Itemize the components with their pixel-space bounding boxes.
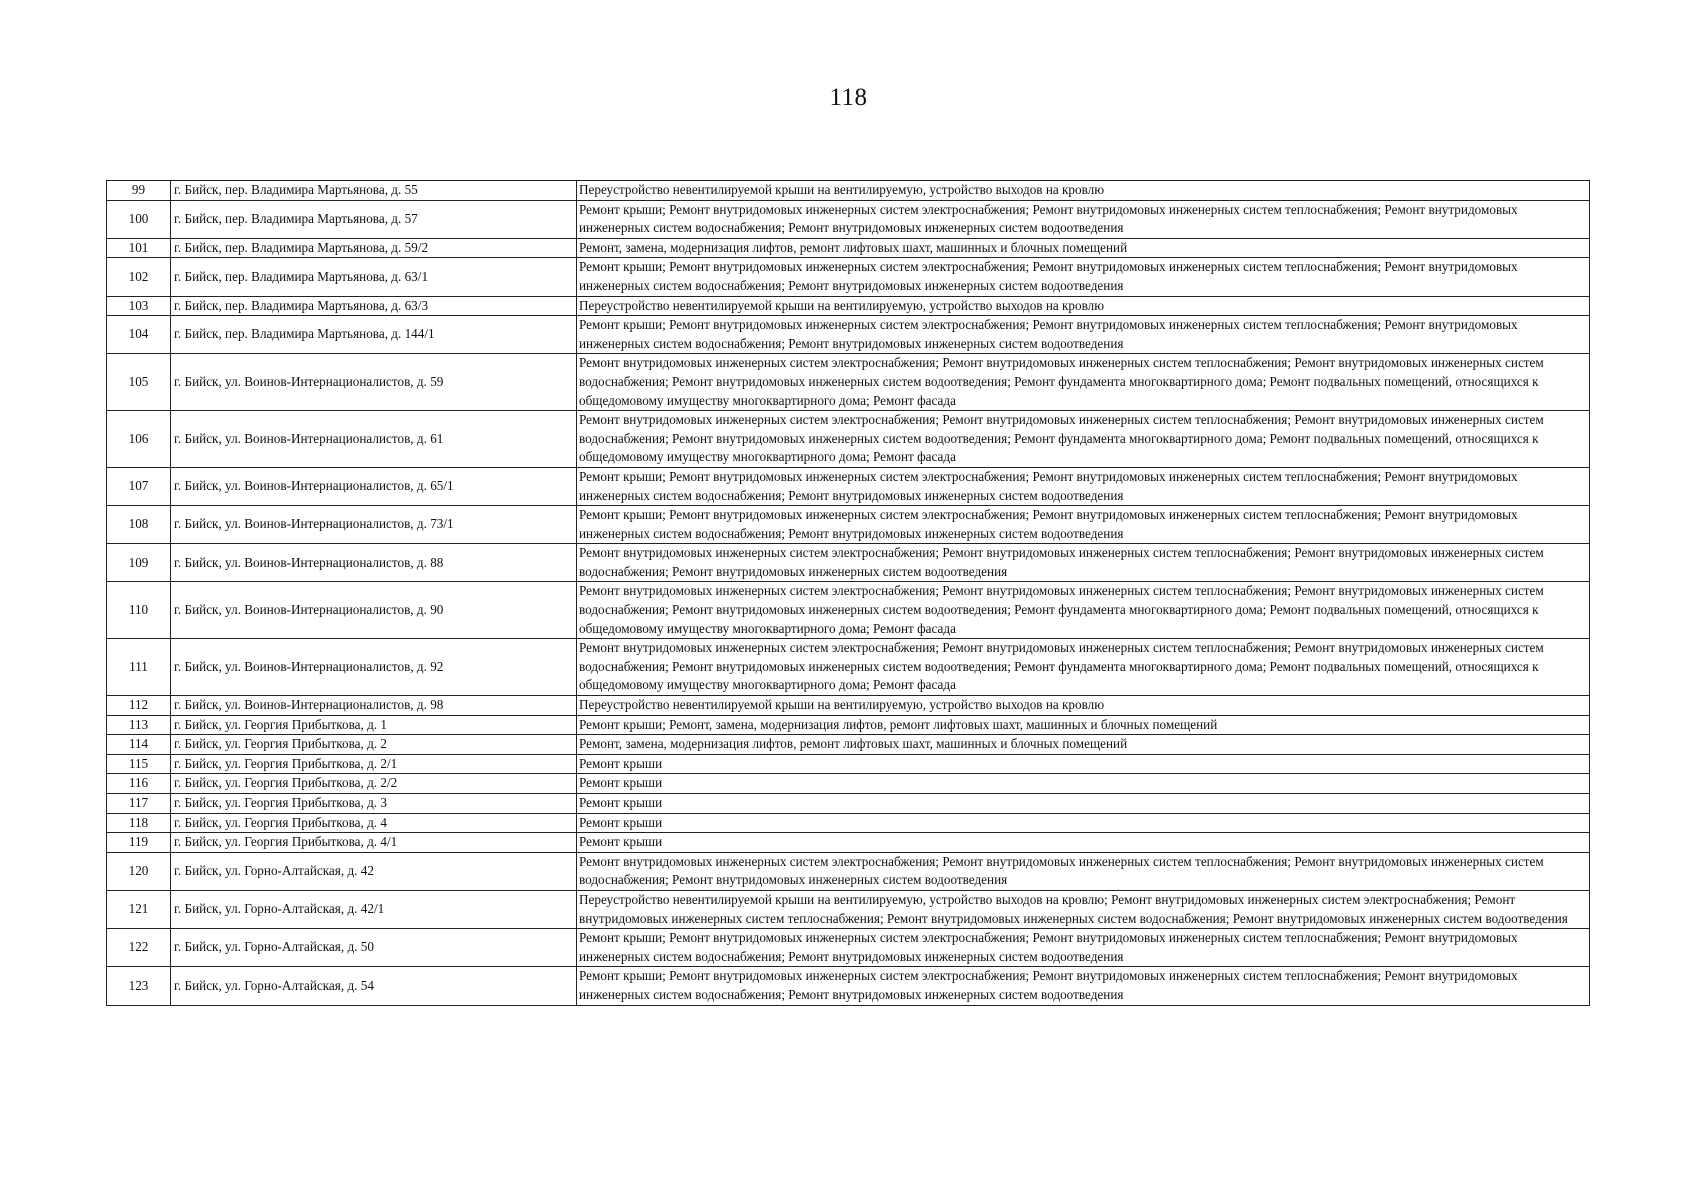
- row-address: г. Бийск, пер. Владимира Мартьянова, д. 63/1: [171, 258, 577, 296]
- table-row: [107, 582, 1590, 639]
- row-number: 116: [107, 774, 171, 794]
- row-work-types: Ремонт крыши: [577, 813, 1590, 833]
- row-number: 109: [107, 544, 171, 582]
- row-number: 114: [107, 735, 171, 755]
- row-number: 106: [107, 411, 171, 468]
- row-number: 118: [107, 813, 171, 833]
- row-address: г. Бийск, ул. Георгия Прибыткова, д. 3: [171, 794, 577, 814]
- row-address: г. Бийск, ул. Воинов-Интернационалистов, д. 98: [171, 696, 577, 716]
- row-address: г. Бийск, ул. Воинов-Интернационалистов, д. 92: [171, 639, 577, 696]
- table-row: [107, 181, 1590, 201]
- row-number: 105: [107, 354, 171, 411]
- row-address: г. Бийск, пер. Владимира Мартьянова, д. 144/1: [171, 316, 577, 354]
- row-address: г. Бийск, ул. Георгия Прибыткова, д. 2/2: [171, 774, 577, 794]
- table-row: [107, 735, 1590, 755]
- row-address: г. Бийск, ул. Георгия Прибыткова, д. 4/1: [171, 833, 577, 853]
- row-address: г. Бийск, ул. Горно-Алтайская, д. 42/1: [171, 890, 577, 928]
- row-address: г. Бийск, пер. Владимира Мартьянова, д. 57: [171, 200, 577, 238]
- row-work-types: Ремонт, замена, модернизация лифтов, ремонт лифтовых шахт, машинных и блочных помещений: [577, 735, 1590, 755]
- table-row: [107, 544, 1590, 582]
- table-row: [107, 794, 1590, 814]
- row-number: 122: [107, 929, 171, 967]
- row-number: 101: [107, 238, 171, 258]
- row-work-types: Ремонт крыши; Ремонт внутридомовых инженерных систем электроснабжения; Ремонт внутридомовых инженерных систем теплоснабжения; Ремонт внутридомовых инженерных систем водоснабжения; Ремонт внутридомовых инженерных систем водоотведения: [577, 467, 1590, 505]
- row-number: 113: [107, 715, 171, 735]
- row-number: 103: [107, 296, 171, 316]
- row-work-types: Ремонт крыши: [577, 794, 1590, 814]
- row-address: г. Бийск, ул. Горно-Алтайская, д. 42: [171, 852, 577, 890]
- table-row: [107, 200, 1590, 238]
- row-address: г. Бийск, ул. Горно-Алтайская, д. 50: [171, 929, 577, 967]
- row-work-types: Ремонт крыши; Ремонт внутридомовых инженерных систем электроснабжения; Ремонт внутридомовых инженерных систем теплоснабжения; Ремонт внутридомовых инженерных систем водоснабжения; Ремонт внутридомовых инженерных систем водоотведения: [577, 506, 1590, 544]
- table-row: [107, 296, 1590, 316]
- row-work-types: Ремонт внутридомовых инженерных систем электроснабжения; Ремонт внутридомовых инженерных систем теплоснабжения; Ремонт внутридомовых инженерных систем водоснабжения; Ремонт внутридомовых инженерных систем водоотведения; Ремонт фундамента многоквартирного дома; Ремонт подвальных помещений, относящихся к общедомовому имуществу многоквартирного дома; Ремонт фасада: [577, 411, 1590, 468]
- row-number: 111: [107, 639, 171, 696]
- row-work-types: Ремонт, замена, модернизация лифтов, ремонт лифтовых шахт, машинных и блочных помещений: [577, 238, 1590, 258]
- row-work-types: Переустройство невентилируемой крыши на вентилируемую, устройство выходов на кровлю; Ремонт внутридомовых инженерных систем электроснабжения; Ремонт внутридомовых инженерных систем теплоснабжения; Ремонт внутридомовых инженерных систем водоснабжения; Ремонт внутридомовых инженерных систем водоотведения: [577, 890, 1590, 928]
- row-address: г. Бийск, ул. Георгия Прибыткова, д. 1: [171, 715, 577, 735]
- table-row: [107, 929, 1590, 967]
- row-address: г. Бийск, ул. Воинов-Интернационалистов, д. 61: [171, 411, 577, 468]
- row-address: г. Бийск, ул. Воинов-Интернационалистов, д. 65/1: [171, 467, 577, 505]
- row-address: г. Бийск, пер. Владимира Мартьянова, д. 59/2: [171, 238, 577, 258]
- row-number: 102: [107, 258, 171, 296]
- row-number: 119: [107, 833, 171, 853]
- row-number: 99: [107, 181, 171, 201]
- row-work-types: Ремонт внутридомовых инженерных систем электроснабжения; Ремонт внутридомовых инженерных систем теплоснабжения; Ремонт внутридомовых инженерных систем водоснабжения; Ремонт внутридомовых инженерных систем водоотведения: [577, 544, 1590, 582]
- table-row: [107, 967, 1590, 1005]
- table-row: [107, 890, 1590, 928]
- repair-table: [106, 180, 1590, 1006]
- row-address: г. Бийск, ул. Воинов-Интернационалистов, д. 59: [171, 354, 577, 411]
- row-work-types: Ремонт крыши: [577, 754, 1590, 774]
- row-address: г. Бийск, ул. Воинов-Интернационалистов, д. 88: [171, 544, 577, 582]
- row-number: 117: [107, 794, 171, 814]
- row-address: г. Бийск, ул. Георгия Прибыткова, д. 2/1: [171, 754, 577, 774]
- row-work-types: Ремонт внутридомовых инженерных систем электроснабжения; Ремонт внутридомовых инженерных систем теплоснабжения; Ремонт внутридомовых инженерных систем водоснабжения; Ремонт внутридомовых инженерных систем водоотведения; Ремонт фундамента многоквартирного дома; Ремонт подвальных помещений, относящихся к общедомовому имуществу многоквартирного дома; Ремонт фасада: [577, 354, 1590, 411]
- row-work-types: Ремонт внутридомовых инженерных систем электроснабжения; Ремонт внутридомовых инженерных систем теплоснабжения; Ремонт внутридомовых инженерных систем водоснабжения; Ремонт внутридомовых инженерных систем водоотведения: [577, 852, 1590, 890]
- table-row: [107, 852, 1590, 890]
- row-work-types: Ремонт крыши; Ремонт, замена, модернизация лифтов, ремонт лифтовых шахт, машинных и блочных помещений: [577, 715, 1590, 735]
- row-number: 104: [107, 316, 171, 354]
- table-row: [107, 467, 1590, 505]
- table-row: [107, 715, 1590, 735]
- row-number: 120: [107, 852, 171, 890]
- table-row: [107, 696, 1590, 716]
- row-number: 112: [107, 696, 171, 716]
- table-row: [107, 639, 1590, 696]
- row-work-types: Ремонт крыши: [577, 833, 1590, 853]
- row-address: г. Бийск, ул. Горно-Алтайская, д. 54: [171, 967, 577, 1005]
- row-address: г. Бийск, пер. Владимира Мартьянова, д. 63/3: [171, 296, 577, 316]
- row-number: 115: [107, 754, 171, 774]
- row-work-types: Переустройство невентилируемой крыши на вентилируемую, устройство выходов на кровлю: [577, 696, 1590, 716]
- row-work-types: Переустройство невентилируемой крыши на вентилируемую, устройство выходов на кровлю: [577, 296, 1590, 316]
- row-work-types: Ремонт крыши; Ремонт внутридомовых инженерных систем электроснабжения; Ремонт внутридомовых инженерных систем теплоснабжения; Ремонт внутридомовых инженерных систем водоснабжения; Ремонт внутридомовых инженерных систем водоотведения: [577, 929, 1590, 967]
- table-row: [107, 813, 1590, 833]
- row-number: 108: [107, 506, 171, 544]
- row-number: 121: [107, 890, 171, 928]
- row-address: г. Бийск, ул. Георгия Прибыткова, д. 4: [171, 813, 577, 833]
- row-address: г. Бийск, ул. Воинов-Интернационалистов, д. 73/1: [171, 506, 577, 544]
- row-number: 100: [107, 200, 171, 238]
- table-row: [107, 833, 1590, 853]
- row-number: 107: [107, 467, 171, 505]
- table-row: [107, 754, 1590, 774]
- row-address: г. Бийск, пер. Владимира Мартьянова, д. 55: [171, 181, 577, 201]
- row-work-types: Переустройство невентилируемой крыши на вентилируемую, устройство выходов на кровлю: [577, 181, 1590, 201]
- table-row: [107, 316, 1590, 354]
- row-number: 123: [107, 967, 171, 1005]
- table-row: [107, 354, 1590, 411]
- table-row: [107, 258, 1590, 296]
- row-work-types: Ремонт внутридомовых инженерных систем электроснабжения; Ремонт внутридомовых инженерных систем теплоснабжения; Ремонт внутридомовых инженерных систем водоснабжения; Ремонт внутридомовых инженерных систем водоотведения; Ремонт фундамента многоквартирного дома; Ремонт подвальных помещений, относящихся к общедомовому имуществу многоквартирного дома; Ремонт фасада: [577, 639, 1590, 696]
- row-address: г. Бийск, ул. Воинов-Интернационалистов, д. 90: [171, 582, 577, 639]
- row-work-types: Ремонт крыши; Ремонт внутридомовых инженерных систем электроснабжения; Ремонт внутридомовых инженерных систем теплоснабжения; Ремонт внутридомовых инженерных систем водоснабжения; Ремонт внутридомовых инженерных систем водоотведения: [577, 316, 1590, 354]
- row-work-types: Ремонт внутридомовых инженерных систем электроснабжения; Ремонт внутридомовых инженерных систем теплоснабжения; Ремонт внутридомовых инженерных систем водоснабжения; Ремонт внутридомовых инженерных систем водоотведения; Ремонт фундамента многоквартирного дома; Ремонт подвальных помещений, относящихся к общедомовому имуществу многоквартирного дома; Ремонт фасада: [577, 582, 1590, 639]
- row-work-types: Ремонт крыши; Ремонт внутридомовых инженерных систем электроснабжения; Ремонт внутридомовых инженерных систем теплоснабжения; Ремонт внутридомовых инженерных систем водоснабжения; Ремонт внутридомовых инженерных систем водоотведения: [577, 200, 1590, 238]
- page-number: 118: [829, 84, 868, 111]
- repair-table-body: [107, 181, 1590, 1006]
- row-number: 110: [107, 582, 171, 639]
- row-work-types: Ремонт крыши; Ремонт внутридомовых инженерных систем электроснабжения; Ремонт внутридомовых инженерных систем теплоснабжения; Ремонт внутридомовых инженерных систем водоснабжения; Ремонт внутридомовых инженерных систем водоотведения: [577, 967, 1590, 1005]
- table-row: [107, 506, 1590, 544]
- table-row: [107, 774, 1590, 794]
- row-work-types: Ремонт крыши; Ремонт внутридомовых инженерных систем электроснабжения; Ремонт внутридомовых инженерных систем теплоснабжения; Ремонт внутридомовых инженерных систем водоснабжения; Ремонт внутридомовых инженерных систем водоотведения: [577, 258, 1590, 296]
- table-row: [107, 411, 1590, 468]
- table-row: [107, 238, 1590, 258]
- row-address: г. Бийск, ул. Георгия Прибыткова, д. 2: [171, 735, 577, 755]
- row-work-types: Ремонт крыши: [577, 774, 1590, 794]
